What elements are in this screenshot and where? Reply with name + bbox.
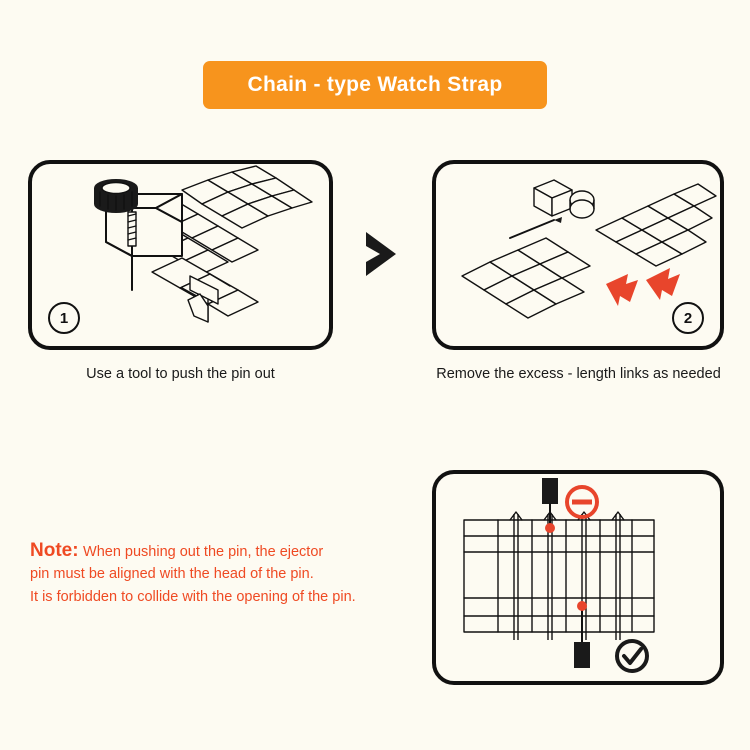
page-title: Chain - type Watch Strap (247, 73, 503, 96)
step-1-badge: 1 (48, 302, 80, 334)
note-block (30, 540, 415, 608)
note-line-2: pin must be aligned with the head of the pin. (30, 566, 314, 583)
step-1-panel (28, 160, 333, 350)
step-2-panel (432, 160, 724, 350)
note-line-3: It is forbidden to collide with the opening of the pin. (30, 588, 356, 605)
check-circle-icon (617, 641, 647, 671)
note-first-line (30, 540, 415, 563)
chevron-right-icon (356, 228, 408, 280)
detail-panel (432, 470, 724, 685)
step-2-badge: 2 (672, 302, 704, 334)
red-arrow-right (646, 268, 680, 300)
red-arrow-left (606, 274, 638, 306)
note-label: Note: (30, 540, 79, 561)
note-line-1: When pushing out the pin, the ejector (83, 544, 324, 560)
step-1-caption: Use a tool to push the pin out (86, 366, 275, 382)
no-entry-icon (567, 487, 597, 517)
pin-alignment-cross-section (436, 474, 720, 681)
page-title-banner (203, 61, 547, 109)
step-2-caption: Remove the excess - length links as needed (436, 366, 721, 382)
